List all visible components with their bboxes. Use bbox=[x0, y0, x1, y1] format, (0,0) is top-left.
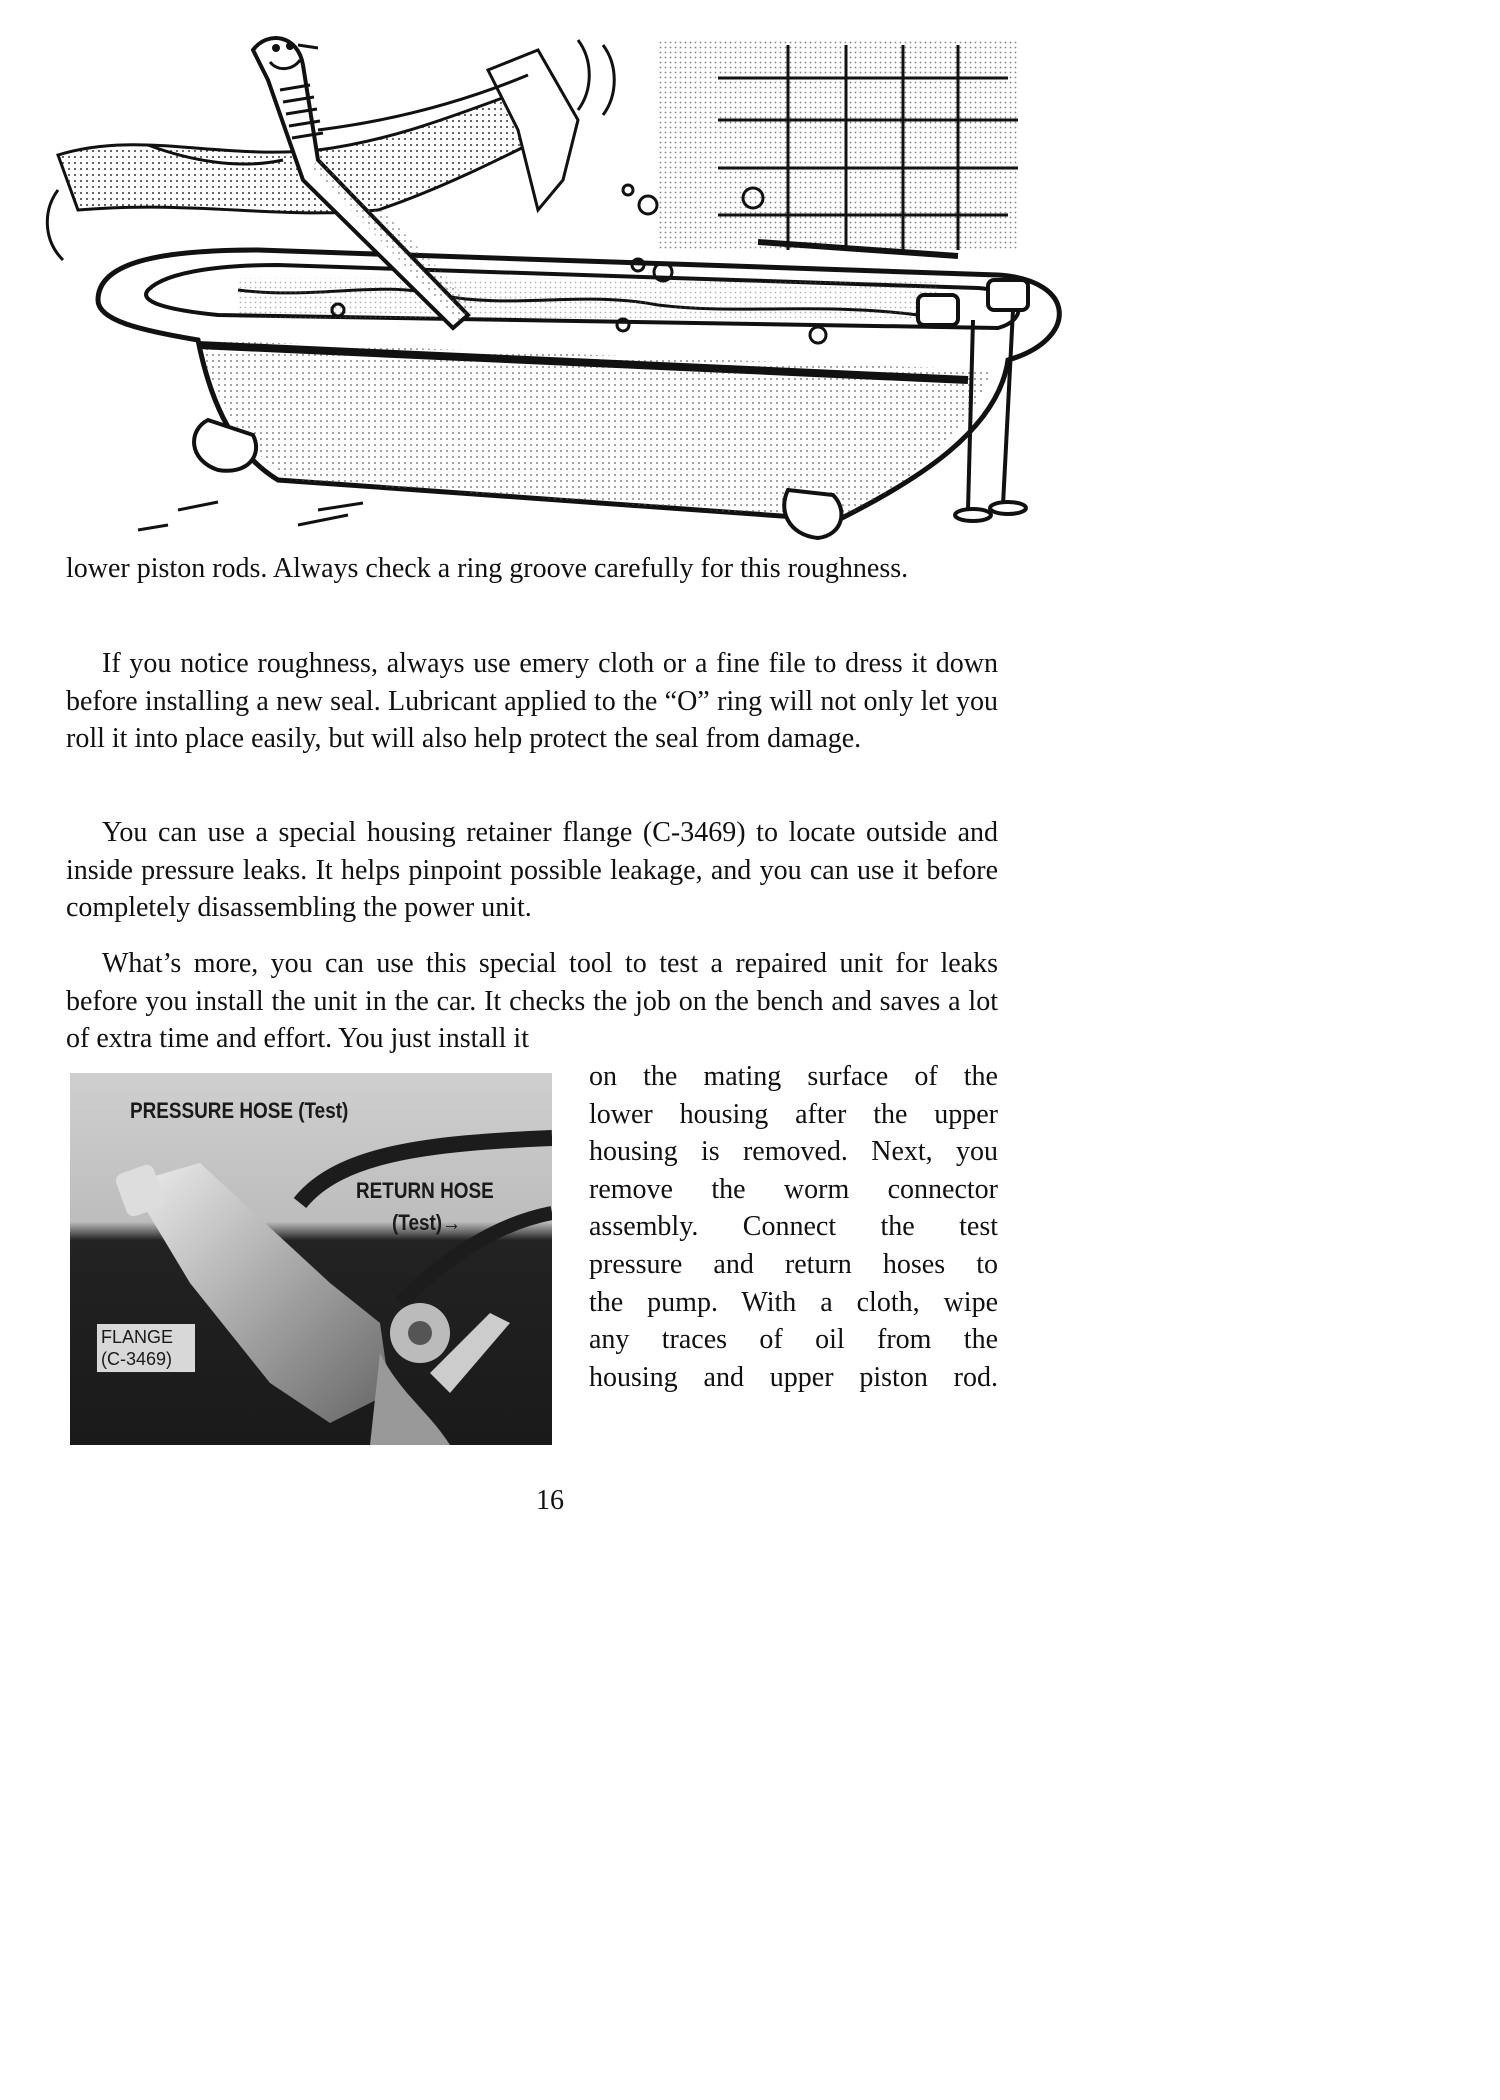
flange-label-line-2: (C-3469) bbox=[101, 1349, 173, 1369]
wrap-line: assembly. Connect the test bbox=[589, 1211, 998, 1243]
flange-label bbox=[96, 1323, 196, 1373]
paragraph-4 bbox=[66, 945, 998, 1058]
wrap-line: on the mating surface of the bbox=[589, 1061, 998, 1092]
wrap-line: any traces of oil from the bbox=[589, 1324, 998, 1356]
flange-label-line-1: FLANGE bbox=[101, 1327, 174, 1347]
page-number: 16 bbox=[536, 1485, 564, 1516]
pressure-hose-label: PRESSURE HOSE (Test) bbox=[130, 1098, 349, 1123]
paragraph-3 bbox=[66, 814, 998, 927]
wrap-line: pressure and return hoses to bbox=[589, 1248, 998, 1280]
wrap-line: housing and upper piston rod. bbox=[589, 1361, 998, 1393]
wrap-line: lower housing after the upper bbox=[589, 1098, 998, 1130]
paragraph-2 bbox=[66, 645, 998, 758]
paragraph-1 bbox=[66, 550, 998, 588]
return-hose-test-label: (Test)→ bbox=[392, 1210, 462, 1235]
wrap-line: housing is removed. Next, you bbox=[589, 1136, 998, 1168]
paragraph-4-text: What’s more, you can use this special tool to test a repaired unit for leaks before you install the unit in the car. It checks the job on the bench and saves a lot of extra time and effort. You just install it bbox=[66, 948, 998, 1054]
paragraph-2-text: If you notice roughness, always use emery cloth or a fine file to dress it down before installing a new seal. Lubricant applied to the “O” ring will not only let you roll it into place easily, but will also help protect the seal from damage. bbox=[66, 648, 998, 754]
wrap-line: remove the worm connector bbox=[589, 1173, 998, 1205]
bathtub-cartoon-illustration bbox=[18, 10, 1080, 555]
return-hose-label: RETURN HOSE bbox=[356, 1178, 494, 1203]
wrap-line: the pump. With a cloth, wipe bbox=[589, 1286, 998, 1318]
test-setup-photo bbox=[70, 1073, 552, 1445]
paragraph-1-text: lower piston rods. Always check a ring groove carefully for this roughness. bbox=[66, 553, 909, 584]
paragraph-3-text: You can use a special housing retainer flange (C-3469) to locate outside and inside pressure leaks. It helps pinpoint possible leakage, and you can use it before completely disassembling the power unit. bbox=[66, 817, 998, 923]
wrap-paragraph bbox=[589, 1058, 998, 1396]
